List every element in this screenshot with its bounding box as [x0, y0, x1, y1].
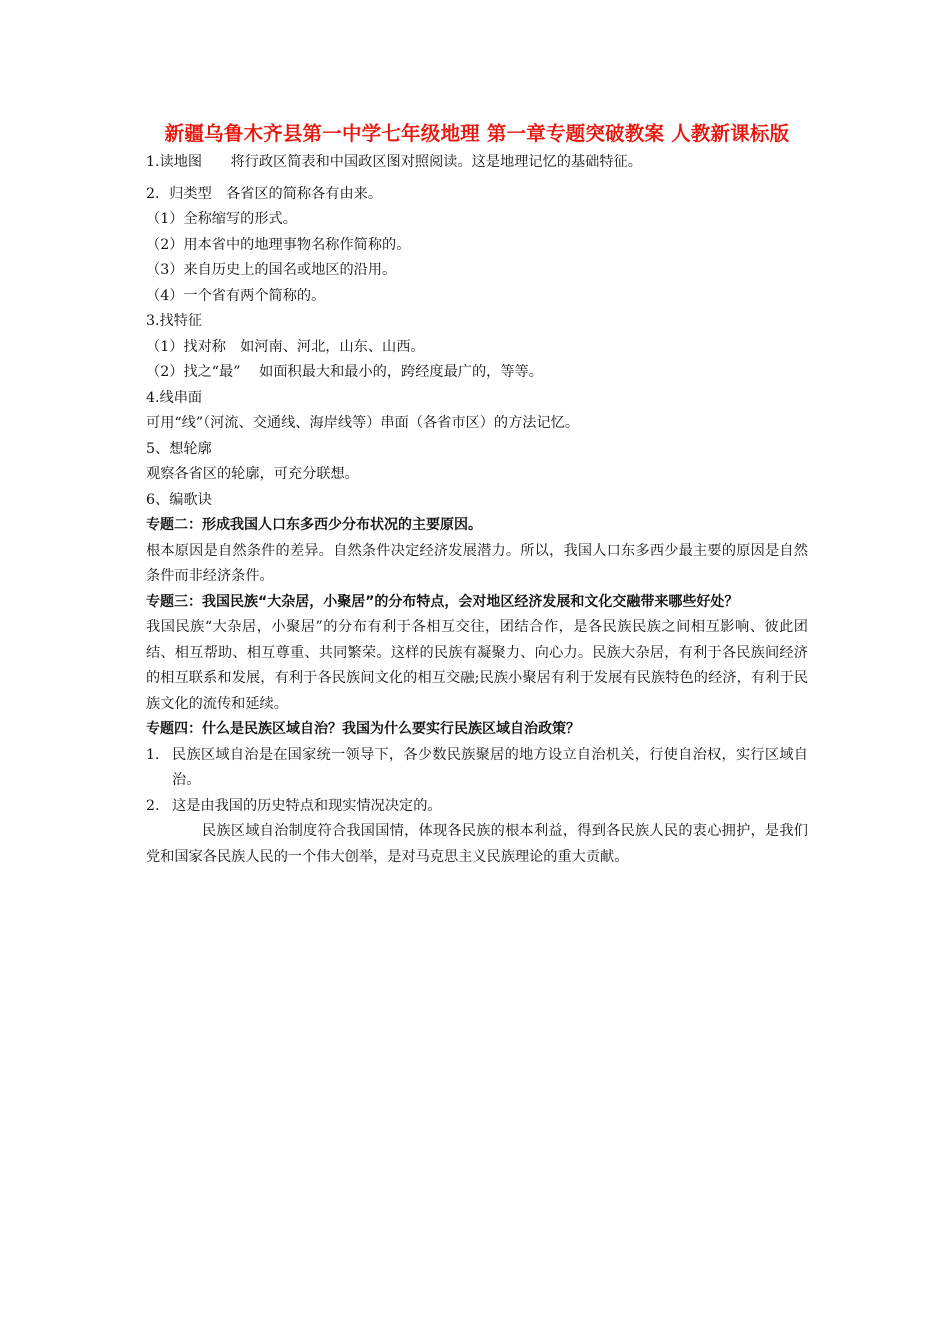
- point-classify: 2．归类型 各省区的简称各有由来。: [146, 185, 383, 202]
- sub-item: （1）全称缩写的形式。: [146, 211, 297, 227]
- sub-item: （2）找之“最” 如面积最大和最小的，跨经度最广的，等等。: [146, 364, 543, 380]
- closing-paragraph: 民族区域自治制度符合我国国情，体现各民族的根本利益，得到各民族人民的衷心拥护，是我们党和国家各民族人民的一个伟大创举，是对马克思主义民族理论的重大贡献。: [146, 823, 808, 865]
- document-title: 新疆乌鲁木齐县第一中学七年级地理 第一章专题突破教案 人教新课标版: [164, 122, 790, 145]
- point-line-surface: 4.线串面: [146, 389, 203, 406]
- topic4-heading: 专题四：什么是民族区域自治？我国为什么要实行民族区域自治政策？: [146, 721, 580, 737]
- sub-item: （1）找对称 如河南、河北，山东、山西。: [146, 338, 425, 355]
- topic2-heading: 专题二：形成我国人口东多西少分布状况的主要原因。: [146, 517, 482, 533]
- topic3-body: 我国民族“大杂居，小聚居”的分布有利于各相互交往，团结合作，是各民族民族之间相互影响、彼此团结、相互帮助、相互尊重、共同繁荣。这样的民族有凝聚力、向心力。民族大杂居，有利于各民族间经济的相互联系和发展，有利于各民族间文化的相互交融;民族小聚居有利于发展有民族特色的经济，有利于民族文化的流传和延续。: [146, 619, 808, 712]
- point-rhyme: 6、编歌诀: [146, 491, 212, 508]
- item-number: 2.: [146, 797, 160, 814]
- topic2-body: 根本原因是自然条件的差异。自然条件决定经济发展潜力。所以，我国人口东多西少最主要的原因是自然条件而非经济条件。: [146, 542, 808, 584]
- document-page: [146, 122, 808, 870]
- paragraph: 可用“线”（河流、交通线、海岸线等）串面（各省市区）的方法记忆。: [146, 415, 580, 431]
- item-text: 这是由我国的历史特点和现实情况决定的。: [172, 797, 442, 814]
- paragraph: 观察各省区的轮廓，可充分联想。: [146, 466, 359, 482]
- sub-item: （4）一个省有两个简称的。: [146, 287, 326, 304]
- point-read-map: 1.读地图 将行政区简表和中国政区图对照阅读。这是地理记忆的基础特征。: [146, 154, 642, 170]
- sub-item: （3）来自历史上的国名或地区的沿用。: [146, 262, 397, 278]
- topic3-heading: 专题三：我国民族“大杂居，小聚居”的分布特点，会对地区经济发展和文化交融带来哪些好处？: [146, 593, 739, 610]
- sub-item: （2）用本省中的地理事物名称作简称的。: [146, 236, 411, 253]
- numbered-item: [146, 794, 808, 820]
- item-text: 民族区域自治是在国家统一领导下，各少数民族聚居的地方设立自治机关，行使自治权，实行区域自治。: [172, 746, 808, 788]
- point-outline: 5、想轮廓: [146, 440, 212, 457]
- point-features: 3.找特征: [146, 313, 203, 329]
- item-number: 1.: [146, 746, 160, 763]
- numbered-item: [146, 743, 808, 794]
